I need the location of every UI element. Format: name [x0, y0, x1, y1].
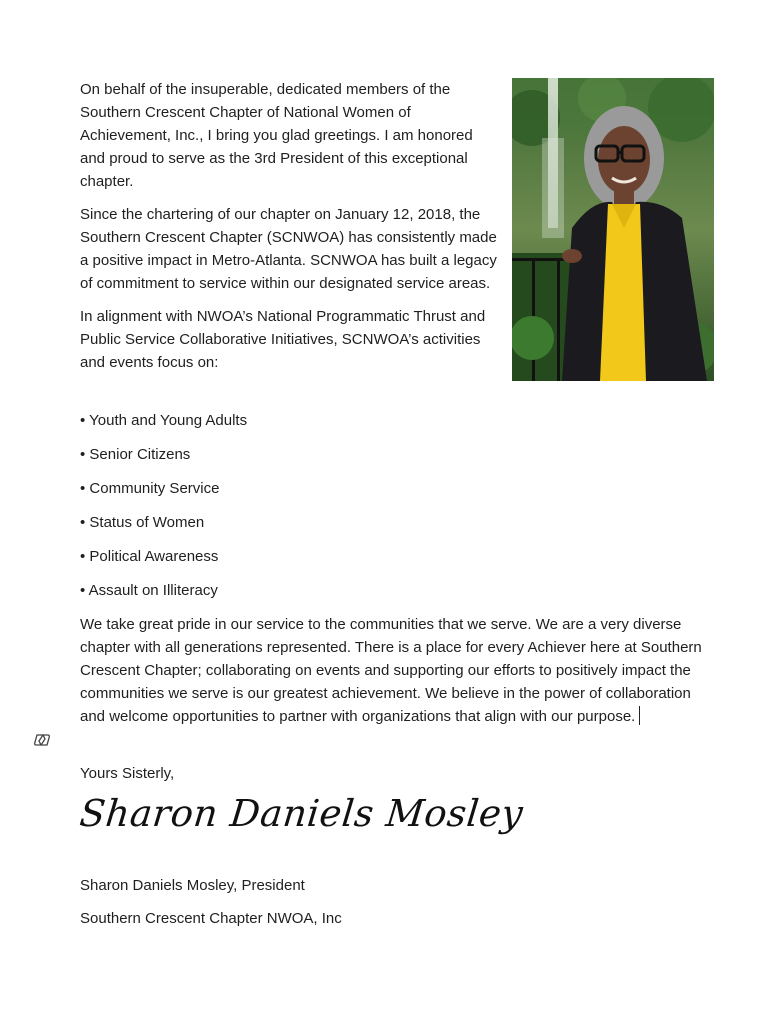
- signer-title: Sharon Daniels Mosley, President: [80, 877, 305, 894]
- focus-item-women: • Status of Women: [80, 514, 205, 531]
- closing-paragraph: We take great pride in our service to the communities that we serve. We are a very diverse chapter with all generations represented. There is a place for every Achiever here at Southern Crescent Chapter; collaborating on events and supporting our efforts to positively impact the communities we serve is our greatest achievement. We believe in the power of collaboration and welcome opportunities to partner with organizations that align with our purpose.: [80, 616, 702, 725]
- closing-paragraph-wrap[interactable]: [80, 613, 720, 728]
- intro-paragraph-1: On behalf of the insuperable, dedicated members of the Southern Crescent Chapter of National Women of Achievement, Inc., I bring you glad greetings. I am honored and proud to serve as the 3rd President of this exceptional chapter.: [80, 81, 473, 190]
- intro-paragraph-2: Since the chartering of our chapter on January 12, 2018, the Southern Crescent Chapter (SCNWOA) has consistently made a positive impact in Metro-Atlanta. SCNWOA has built a legacy of commitment to service within our designated service areas.: [80, 206, 497, 292]
- focus-item-seniors: • Senior Citizens: [80, 446, 191, 463]
- intro-paragraph-3: In alignment with NWOA’s National Programmatic Thrust and Public Service Collaborative Initiatives, SCNWOA’s activities and events focus on:: [80, 308, 486, 371]
- focus-item-youth: • Youth and Young Adults: [80, 412, 248, 429]
- organization-name: Southern Crescent Chapter NWOA, Inc: [80, 910, 342, 927]
- intro-section: [80, 78, 500, 384]
- focus-item-literacy: • Assault on Illiteracy: [80, 582, 218, 599]
- salutation: Yours Sisterly,: [80, 765, 175, 782]
- president-portrait: [512, 78, 714, 381]
- focus-item-political: • Political Awareness: [80, 548, 219, 565]
- handwritten-signature: Sharon Daniels Mosley: [77, 792, 526, 835]
- text-cursor: [639, 706, 640, 725]
- copilot-icon[interactable]: [33, 731, 51, 749]
- closing-section: [80, 613, 720, 728]
- focus-item-community: • Community Service: [80, 480, 220, 497]
